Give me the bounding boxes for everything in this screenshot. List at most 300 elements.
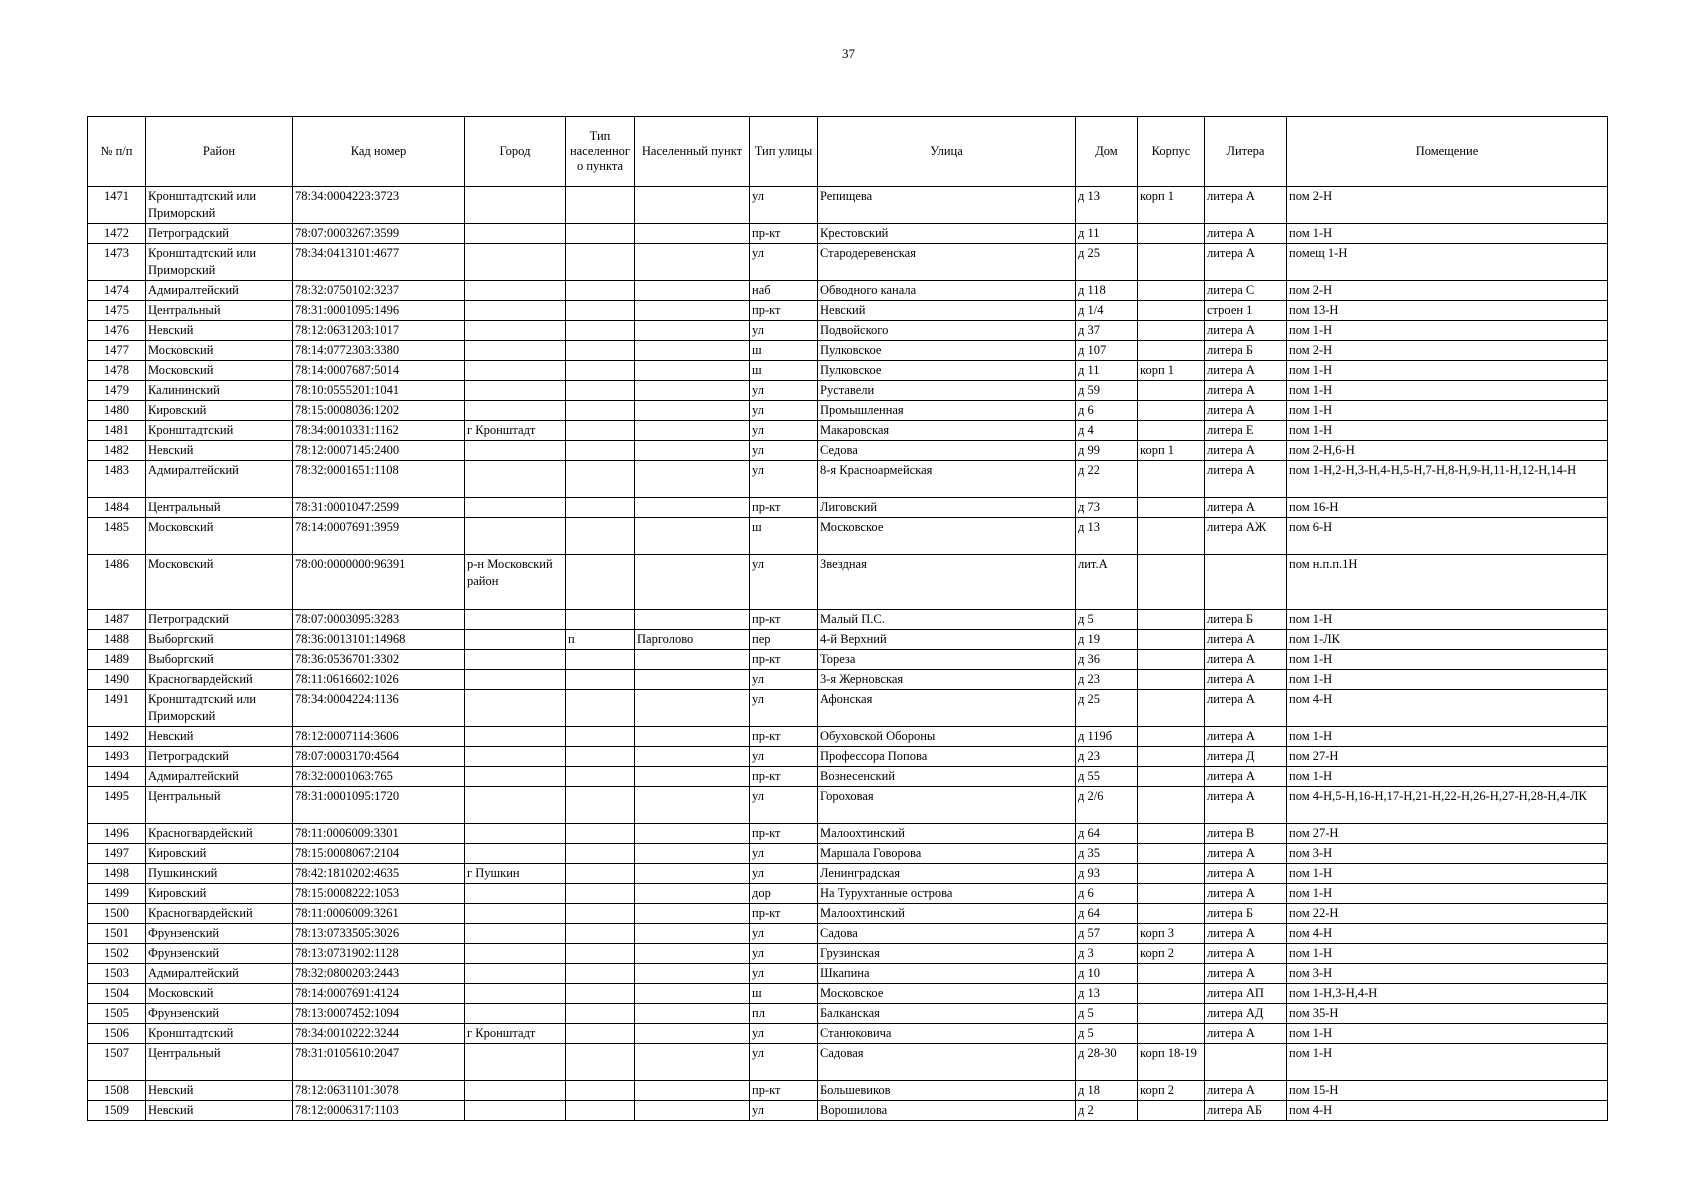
settlement-type-cell: [566, 1044, 635, 1081]
settlement-type-cell: [566, 964, 635, 984]
row-number: 1485: [88, 518, 146, 555]
street-type-cell: пр-кт: [750, 1081, 818, 1101]
korpus-cell: [1138, 381, 1205, 401]
korpus-cell: [1138, 244, 1205, 281]
row-number: 1495: [88, 787, 146, 824]
litera-cell: [1205, 555, 1287, 610]
row-number: 1504: [88, 984, 146, 1004]
cadastral-number-cell: 78:34:0010331:1162: [293, 421, 465, 441]
room-cell: пом 1-Н,3-Н,4-Н: [1287, 984, 1608, 1004]
street-cell: Тореза: [818, 650, 1076, 670]
district-cell: Адмиралтейский: [146, 281, 293, 301]
room-cell: пом 1-Н: [1287, 1024, 1608, 1044]
litera-cell: литера А: [1205, 844, 1287, 864]
cadastral-number-cell: 78:31:0001095:1496: [293, 301, 465, 321]
row-number: 1482: [88, 441, 146, 461]
city-cell: [465, 1081, 566, 1101]
table-row: [88, 461, 1608, 498]
settlement-cell: [635, 727, 750, 747]
district-cell: Кировский: [146, 844, 293, 864]
house-cell: д 36: [1076, 650, 1138, 670]
row-number: 1498: [88, 864, 146, 884]
korpus-cell: [1138, 1101, 1205, 1121]
korpus-cell: [1138, 670, 1205, 690]
litera-cell: литера А: [1205, 401, 1287, 421]
city-cell: [465, 824, 566, 844]
house-cell: д 118: [1076, 281, 1138, 301]
house-cell: д 2/6: [1076, 787, 1138, 824]
street-type-cell: ул: [750, 555, 818, 610]
house-cell: д 11: [1076, 224, 1138, 244]
korpus-cell: [1138, 321, 1205, 341]
cadastral-number-cell: 78:36:0536701:3302: [293, 650, 465, 670]
street-cell: Невский: [818, 301, 1076, 321]
district-cell: Кировский: [146, 401, 293, 421]
city-cell: [465, 1044, 566, 1081]
settlement-cell: [635, 924, 750, 944]
street-type-cell: ул: [750, 1044, 818, 1081]
table-row: [88, 787, 1608, 824]
house-cell: д 23: [1076, 670, 1138, 690]
cadastral-number-cell: 78:34:0004223:3723: [293, 187, 465, 224]
street-type-cell: наб: [750, 281, 818, 301]
city-cell: [465, 944, 566, 964]
street-cell: Ленинградская: [818, 864, 1076, 884]
house-cell: д 99: [1076, 441, 1138, 461]
room-cell: пом 4-Н: [1287, 924, 1608, 944]
settlement-cell: [635, 1024, 750, 1044]
cadastral-number-cell: 78:12:0631203:1017: [293, 321, 465, 341]
room-cell: пом 1-Н: [1287, 224, 1608, 244]
house-cell: д 22: [1076, 461, 1138, 498]
header-street: Улица: [818, 117, 1076, 187]
table-row: [88, 361, 1608, 381]
cadastral-number-cell: 78:07:0003170:4564: [293, 747, 465, 767]
house-cell: д 1/4: [1076, 301, 1138, 321]
table-row: [88, 984, 1608, 1004]
settlement-cell: [635, 518, 750, 555]
row-number: 1502: [88, 944, 146, 964]
room-cell: пом 16-Н: [1287, 498, 1608, 518]
header-cadastral-number: Кад номер: [293, 117, 465, 187]
city-cell: [465, 244, 566, 281]
settlement-type-cell: [566, 341, 635, 361]
street-type-cell: ул: [750, 864, 818, 884]
room-cell: пом 2-Н: [1287, 341, 1608, 361]
house-cell: д 107: [1076, 341, 1138, 361]
room-cell: пом 27-Н: [1287, 747, 1608, 767]
table-row: [88, 281, 1608, 301]
korpus-cell: корп 1: [1138, 187, 1205, 224]
city-cell: [465, 690, 566, 727]
city-cell: [465, 884, 566, 904]
street-cell: Грузинская: [818, 944, 1076, 964]
korpus-cell: [1138, 844, 1205, 864]
korpus-cell: [1138, 1024, 1205, 1044]
table-row: [88, 747, 1608, 767]
litera-cell: литера А: [1205, 650, 1287, 670]
settlement-type-cell: [566, 904, 635, 924]
room-cell: пом 1-Н: [1287, 650, 1608, 670]
litera-cell: литера А: [1205, 884, 1287, 904]
table-row: [88, 244, 1608, 281]
litera-cell: литера С: [1205, 281, 1287, 301]
street-cell: Большевиков: [818, 1081, 1076, 1101]
korpus-cell: [1138, 498, 1205, 518]
table-header-row: [88, 117, 1608, 187]
settlement-cell: [635, 787, 750, 824]
korpus-cell: [1138, 341, 1205, 361]
settlement-type-cell: [566, 610, 635, 630]
city-cell: [465, 767, 566, 787]
street-type-cell: ул: [750, 461, 818, 498]
cadastral-number-cell: 78:32:0750102:3237: [293, 281, 465, 301]
settlement-cell: [635, 187, 750, 224]
table-row: [88, 1081, 1608, 1101]
litera-cell: литера А: [1205, 787, 1287, 824]
city-cell: [465, 787, 566, 824]
room-cell: пом 1-Н: [1287, 321, 1608, 341]
korpus-cell: [1138, 864, 1205, 884]
settlement-cell: [635, 944, 750, 964]
street-type-cell: ул: [750, 787, 818, 824]
room-cell: пом 4-Н: [1287, 1101, 1608, 1121]
district-cell: Московский: [146, 518, 293, 555]
city-cell: [465, 187, 566, 224]
korpus-cell: [1138, 421, 1205, 441]
row-number: 1481: [88, 421, 146, 441]
street-cell: Лиговский: [818, 498, 1076, 518]
table-row: [88, 727, 1608, 747]
litera-cell: литера А: [1205, 441, 1287, 461]
settlement-type-cell: [566, 381, 635, 401]
street-type-cell: ул: [750, 670, 818, 690]
cadastral-number-cell: 78:13:0731902:1128: [293, 944, 465, 964]
page-number: 37: [842, 46, 855, 61]
street-cell: Подвойского: [818, 321, 1076, 341]
header-korpus: Корпус: [1138, 117, 1205, 187]
settlement-cell: [635, 747, 750, 767]
table-row: [88, 1101, 1608, 1121]
korpus-cell: [1138, 824, 1205, 844]
settlement-cell: [635, 341, 750, 361]
district-cell: Центральный: [146, 1044, 293, 1081]
cadastral-number-cell: 78:31:0105610:2047: [293, 1044, 465, 1081]
row-number: 1496: [88, 824, 146, 844]
street-cell: Малоохтинский: [818, 904, 1076, 924]
street-cell: Маршала Говорова: [818, 844, 1076, 864]
room-cell: пом 6-Н: [1287, 518, 1608, 555]
settlement-type-cell: [566, 924, 635, 944]
litera-cell: литера А: [1205, 767, 1287, 787]
street-type-cell: ул: [750, 1024, 818, 1044]
row-number: 1477: [88, 341, 146, 361]
city-cell: [465, 650, 566, 670]
district-cell: Невский: [146, 441, 293, 461]
row-number: 1497: [88, 844, 146, 864]
header-settlement: Населенный пункт: [635, 117, 750, 187]
house-cell: д 13: [1076, 187, 1138, 224]
row-number: 1483: [88, 461, 146, 498]
settlement-type-cell: [566, 690, 635, 727]
district-cell: Невский: [146, 1101, 293, 1121]
litera-cell: литера Б: [1205, 610, 1287, 630]
street-cell: Макаровская: [818, 421, 1076, 441]
city-cell: [465, 461, 566, 498]
house-cell: д 23: [1076, 747, 1138, 767]
litera-cell: литера А: [1205, 1024, 1287, 1044]
row-number: 1473: [88, 244, 146, 281]
city-cell: [465, 1101, 566, 1121]
room-cell: пом 2-Н: [1287, 187, 1608, 224]
room-cell: пом 13-Н: [1287, 301, 1608, 321]
street-type-cell: ул: [750, 401, 818, 421]
settlement-cell: [635, 984, 750, 1004]
street-type-cell: ул: [750, 441, 818, 461]
settlement-type-cell: [566, 1004, 635, 1024]
litera-cell: литера А: [1205, 864, 1287, 884]
row-number: 1505: [88, 1004, 146, 1024]
settlement-cell: [635, 1101, 750, 1121]
cadastral-number-cell: 78:32:0800203:2443: [293, 964, 465, 984]
district-cell: Кронштадтский: [146, 421, 293, 441]
litera-cell: литера Б: [1205, 341, 1287, 361]
litera-cell: литера А: [1205, 381, 1287, 401]
room-cell: пом 4-Н: [1287, 690, 1608, 727]
city-cell: [465, 984, 566, 1004]
house-cell: д 6: [1076, 884, 1138, 904]
house-cell: лит.А: [1076, 555, 1138, 610]
settlement-cell: [635, 301, 750, 321]
district-cell: Московский: [146, 555, 293, 610]
street-cell: Седова: [818, 441, 1076, 461]
district-cell: Московский: [146, 341, 293, 361]
table-row: [88, 321, 1608, 341]
room-cell: пом 3-Н: [1287, 844, 1608, 864]
city-cell: [465, 964, 566, 984]
table-row: [88, 441, 1608, 461]
settlement-type-cell: [566, 944, 635, 964]
table-row: [88, 381, 1608, 401]
room-cell: пом 1-Н: [1287, 381, 1608, 401]
street-type-cell: пр-кт: [750, 301, 818, 321]
settlement-type-cell: [566, 461, 635, 498]
settlement-type-cell: [566, 224, 635, 244]
row-number: 1503: [88, 964, 146, 984]
table-row: [88, 844, 1608, 864]
house-cell: д 13: [1076, 984, 1138, 1004]
district-cell: Центральный: [146, 301, 293, 321]
room-cell: пом 1-Н: [1287, 670, 1608, 690]
korpus-cell: [1138, 884, 1205, 904]
cadastral-number-cell: 78:14:0007687:5014: [293, 361, 465, 381]
table-row: [88, 864, 1608, 884]
house-cell: д 3: [1076, 944, 1138, 964]
district-cell: Центральный: [146, 787, 293, 824]
district-cell: Московский: [146, 361, 293, 381]
table-body: [88, 187, 1608, 1121]
settlement-cell: Парголово: [635, 630, 750, 650]
district-cell: Пушкинский: [146, 864, 293, 884]
house-cell: д 10: [1076, 964, 1138, 984]
row-number: 1486: [88, 555, 146, 610]
korpus-cell: [1138, 747, 1205, 767]
korpus-cell: [1138, 461, 1205, 498]
cadastral-number-cell: 78:32:0001063:765: [293, 767, 465, 787]
korpus-cell: корп 3: [1138, 924, 1205, 944]
street-cell: Гороховая: [818, 787, 1076, 824]
row-number: 1508: [88, 1081, 146, 1101]
cadastral-number-cell: 78:12:0006317:1103: [293, 1101, 465, 1121]
room-cell: пом 1-Н: [1287, 421, 1608, 441]
table-row: [88, 904, 1608, 924]
table-row: [88, 1024, 1608, 1044]
house-cell: д 18: [1076, 1081, 1138, 1101]
cadastral-number-cell: 78:10:0555201:1041: [293, 381, 465, 401]
settlement-type-cell: [566, 321, 635, 341]
street-cell: Звездная: [818, 555, 1076, 610]
city-cell: р-н Московский район: [465, 555, 566, 610]
street-type-cell: ул: [750, 747, 818, 767]
city-cell: [465, 518, 566, 555]
district-cell: Петроградский: [146, 224, 293, 244]
table-row: [88, 401, 1608, 421]
settlement-cell: [635, 610, 750, 630]
litera-cell: литера В: [1205, 824, 1287, 844]
row-number: 1480: [88, 401, 146, 421]
cadastral-number-cell: 78:13:0007452:1094: [293, 1004, 465, 1024]
house-cell: д 93: [1076, 864, 1138, 884]
house-cell: д 5: [1076, 1024, 1138, 1044]
cadastral-number-cell: 78:14:0772303:3380: [293, 341, 465, 361]
settlement-cell: [635, 421, 750, 441]
row-number: 1479: [88, 381, 146, 401]
street-type-cell: ш: [750, 984, 818, 1004]
cadastral-number-cell: 78:11:0006009:3261: [293, 904, 465, 924]
table-row: [88, 498, 1608, 518]
cadastral-number-cell: 78:34:0004224:1136: [293, 690, 465, 727]
row-number: 1487: [88, 610, 146, 630]
row-number: 1509: [88, 1101, 146, 1121]
house-cell: д 19: [1076, 630, 1138, 650]
row-number: 1501: [88, 924, 146, 944]
street-cell: Афонская: [818, 690, 1076, 727]
street-cell: Руставели: [818, 381, 1076, 401]
settlement-cell: [635, 401, 750, 421]
litera-cell: литера А: [1205, 187, 1287, 224]
street-cell: Пулковское: [818, 341, 1076, 361]
row-number: 1471: [88, 187, 146, 224]
litera-cell: литера А: [1205, 964, 1287, 984]
house-cell: д 55: [1076, 767, 1138, 787]
korpus-cell: [1138, 630, 1205, 650]
korpus-cell: [1138, 301, 1205, 321]
street-cell: Шкапина: [818, 964, 1076, 984]
litera-cell: литера Д: [1205, 747, 1287, 767]
row-number: 1474: [88, 281, 146, 301]
cadastral-number-cell: 78:07:0003095:3283: [293, 610, 465, 630]
street-type-cell: ул: [750, 187, 818, 224]
table-row: [88, 1004, 1608, 1024]
district-cell: Кронштадтский: [146, 1024, 293, 1044]
city-cell: [465, 727, 566, 747]
street-cell: Пулковское: [818, 361, 1076, 381]
settlement-type-cell: [566, 844, 635, 864]
litera-cell: литера А: [1205, 361, 1287, 381]
city-cell: [465, 610, 566, 630]
street-type-cell: ш: [750, 518, 818, 555]
district-cell: Кронштадтский или Приморский: [146, 187, 293, 224]
settlement-cell: [635, 844, 750, 864]
city-cell: [465, 844, 566, 864]
settlement-type-cell: [566, 767, 635, 787]
settlement-type-cell: [566, 747, 635, 767]
settlement-cell: [635, 964, 750, 984]
litera-cell: литера А: [1205, 670, 1287, 690]
settlement-type-cell: [566, 498, 635, 518]
litera-cell: литера А: [1205, 924, 1287, 944]
table-row: [88, 224, 1608, 244]
house-cell: д 5: [1076, 1004, 1138, 1024]
korpus-cell: [1138, 904, 1205, 924]
settlement-type-cell: [566, 864, 635, 884]
city-cell: [465, 904, 566, 924]
district-cell: Петроградский: [146, 610, 293, 630]
cadastral-number-cell: 78:13:0733505:3026: [293, 924, 465, 944]
litera-cell: литера А: [1205, 321, 1287, 341]
district-cell: Красногвардейский: [146, 670, 293, 690]
row-number: 1494: [88, 767, 146, 787]
city-cell: [465, 401, 566, 421]
street-type-cell: ул: [750, 1101, 818, 1121]
street-type-cell: пр-кт: [750, 767, 818, 787]
street-cell: Станюковича: [818, 1024, 1076, 1044]
header-number: № п/п: [88, 117, 146, 187]
table-row: [88, 421, 1608, 441]
korpus-cell: [1138, 964, 1205, 984]
header-litera: Литера: [1205, 117, 1287, 187]
settlement-cell: [635, 244, 750, 281]
street-cell: 8-я Красноармейская: [818, 461, 1076, 498]
street-cell: Малый П.С.: [818, 610, 1076, 630]
house-cell: д 6: [1076, 401, 1138, 421]
table-row: [88, 824, 1608, 844]
header-city: Город: [465, 117, 566, 187]
street-type-cell: ш: [750, 341, 818, 361]
settlement-type-cell: [566, 187, 635, 224]
korpus-cell: [1138, 224, 1205, 244]
cadastral-number-cell: 78:36:0013101:14968: [293, 630, 465, 650]
settlement-type-cell: [566, 301, 635, 321]
settlement-type-cell: [566, 361, 635, 381]
street-cell: Промышленная: [818, 401, 1076, 421]
cadastral-number-cell: 78:15:0008036:1202: [293, 401, 465, 421]
district-cell: Выборгский: [146, 630, 293, 650]
row-number: 1472: [88, 224, 146, 244]
room-cell: пом 2-Н: [1287, 281, 1608, 301]
settlement-type-cell: [566, 984, 635, 1004]
table-row: [88, 924, 1608, 944]
house-cell: д 37: [1076, 321, 1138, 341]
row-number: 1499: [88, 884, 146, 904]
settlement-type-cell: [566, 244, 635, 281]
room-cell: пом 1-Н: [1287, 884, 1608, 904]
room-cell: помещ 1-Н: [1287, 244, 1608, 281]
table-row: [88, 187, 1608, 224]
settlement-type-cell: [566, 1101, 635, 1121]
district-cell: Красногвардейский: [146, 904, 293, 924]
litera-cell: литера А: [1205, 224, 1287, 244]
